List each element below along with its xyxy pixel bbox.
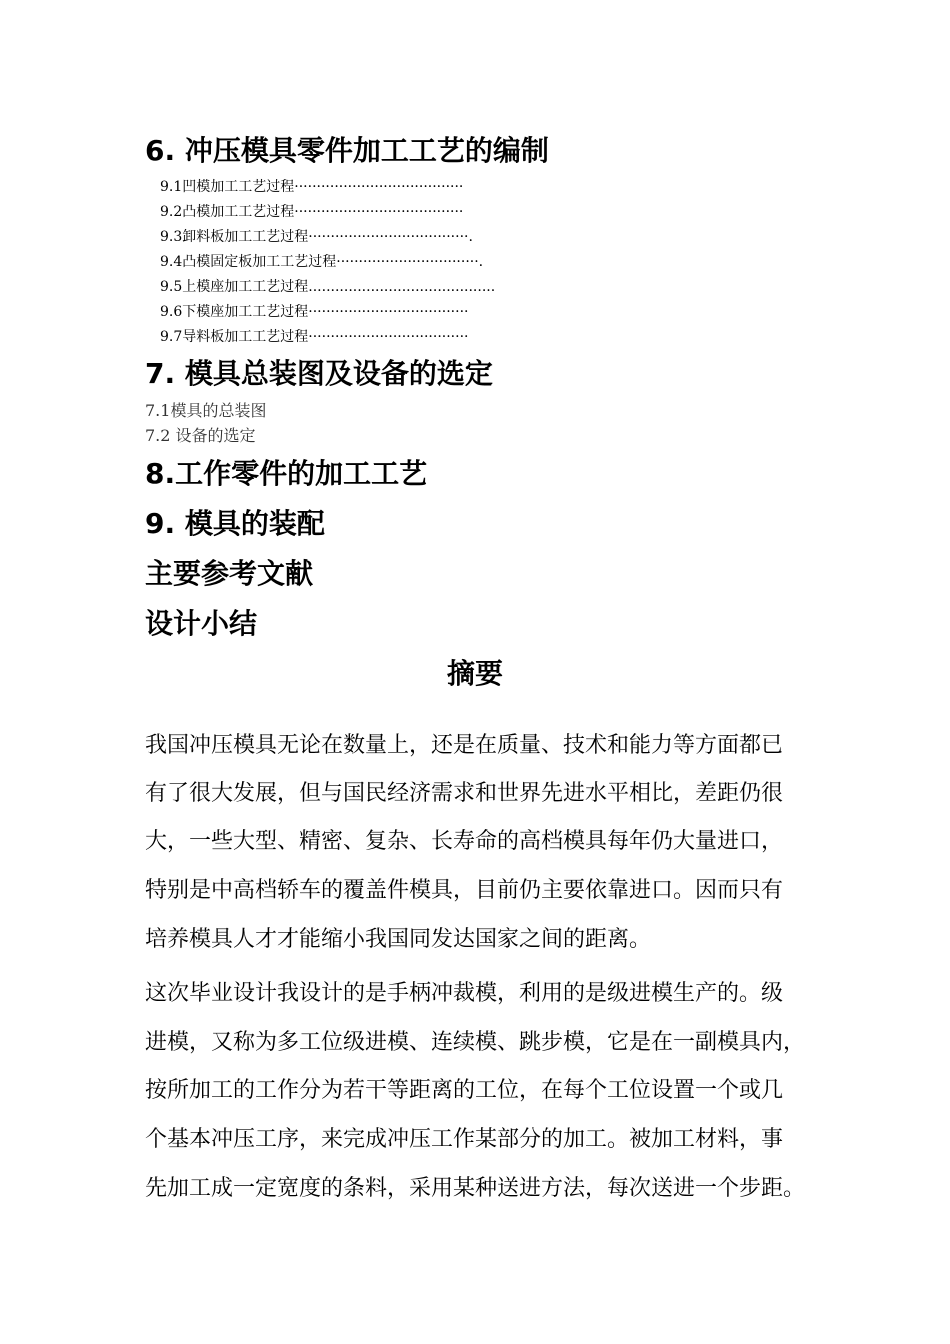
abstract-line: 这次毕业设计我设计的是手柄冲裁模，利用的是级进模生产的。级 [145, 981, 784, 1006]
toc-item-9-1: 9.1凹模加工工艺过程······································ [160, 179, 464, 195]
toc-heading-summary: 设计小结 [145, 607, 258, 640]
toc-item-9-2: 9.2凸模加工工艺过程······································ [160, 204, 464, 220]
toc-item-9-7: 9.7导料板加工工艺过程···································· [160, 329, 469, 345]
abstract-line: 我国冲压模具无论在数量上，还是在质量、技术和能力等方面都已 [145, 733, 784, 758]
toc-heading-7: 7. 模具总装图及设备的选定 [145, 357, 493, 390]
abstract-line: 先加工成一定宽度的条料，采用某种送进方法，每次送进一个步距。 [145, 1176, 806, 1201]
toc-item-7-2: 7.2 设备的选定 [145, 426, 256, 445]
toc-heading-6: 6. 冲压模具零件加工工艺的编制 [145, 134, 549, 167]
toc-heading-references: 主要参考文献 [145, 557, 314, 590]
abstract-line: 有了很大发展，但与国民经济需求和世界先进水平相比，差距仍很 [145, 781, 784, 806]
abstract-line: 按所加工的工作分为若干等距离的工位，在每个工位设置一个或几 [145, 1078, 784, 1103]
toc-item-9-3: 9.3卸料板加工工艺过程····································. [160, 229, 473, 245]
abstract-title: 摘要 [446, 657, 503, 690]
toc-item-9-5: 9.5上模座加工工艺过程.......................................... [160, 279, 496, 295]
toc-item-7-1: 7.1模具的总装图 [145, 401, 267, 420]
toc-item-9-4: 9.4凸模固定板加工工艺过程································. [160, 254, 484, 270]
toc-item-9-6: 9.6下模座加工工艺过程···································· [160, 304, 469, 320]
abstract-line: 培养模具人才才能缩小我国同发达国家之间的距离。 [145, 927, 652, 952]
toc-heading-8: 8.工作零件的加工工艺 [145, 457, 428, 490]
toc-heading-9: 9. 模具的装配 [145, 507, 325, 540]
abstract-line: 大，一些大型、精密、复杂、长寿命的高档模具每年仍大量进口， [145, 829, 784, 854]
abstract-line: 进模，又称为多工位级进模、连续模、跳步模，它是在一副模具内， [145, 1030, 806, 1055]
abstract-line: 特别是中高档轿车的覆盖件模具，目前仍主要依靠进口。因而只有 [145, 878, 784, 903]
abstract-line: 个基本冲压工序，来完成冲压工作某部分的加工。被加工材料，事 [145, 1127, 784, 1152]
